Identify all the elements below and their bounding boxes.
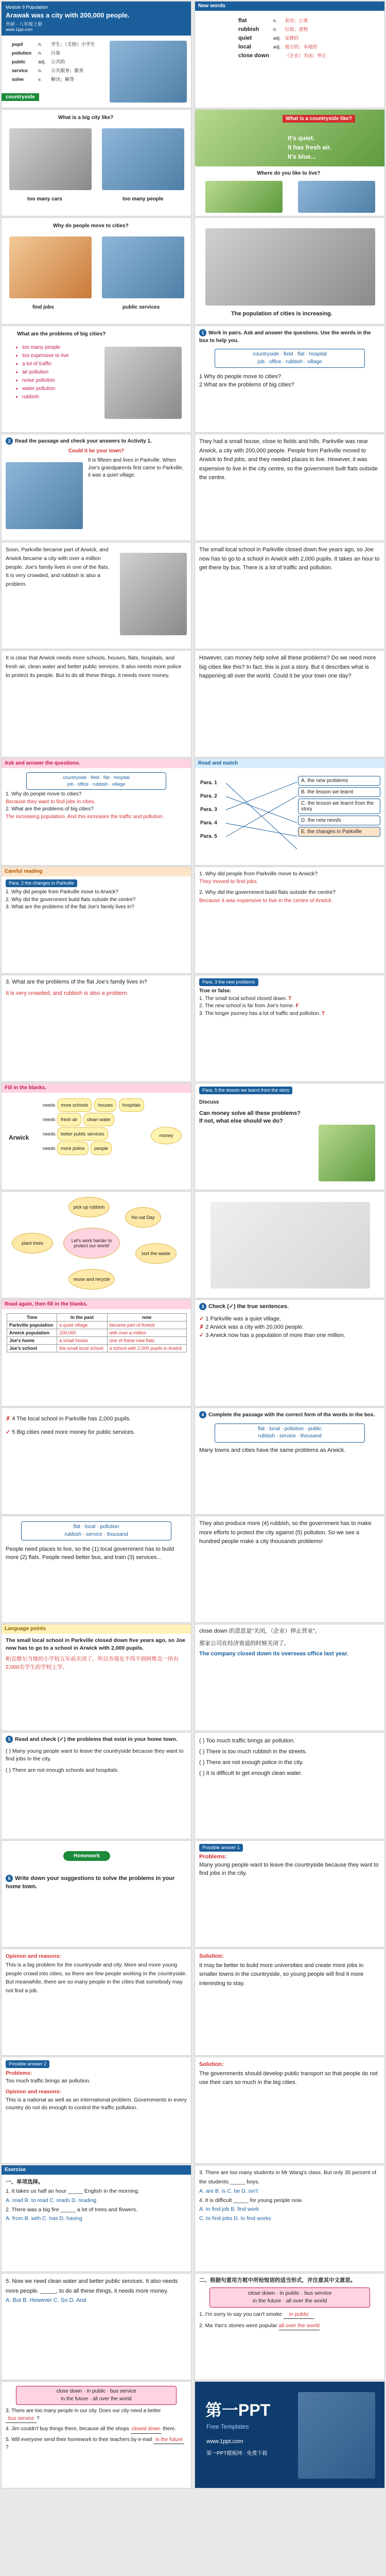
instruction: Read and check (✓) the problems that exist in your home town. [15, 1736, 178, 1742]
site-url: www.1ppt.com [6, 27, 33, 32]
brand-cn: 第一PPT模板网 · 免费下载 [206, 2451, 268, 2456]
slide-big-city[interactable] [1, 109, 191, 216]
lesson-title: Arawak was a city with 200,000 people. [6, 11, 130, 19]
answer-text: Too much traffic brings air pollution. [6, 2078, 91, 2084]
question: What is a countryside like? [283, 115, 355, 123]
slide-new-words[interactable] [195, 1, 385, 108]
slide-check-true-2[interactable]: ✗ 4 The local school in Parkville has 2,000 pupils. ✓ 5 Big cities need more money for public services. [1, 1408, 191, 1515]
answer-2: It has fresh air. [288, 144, 331, 151]
activity-number: 1 [199, 329, 206, 336]
question-1: Why do people move to cities? [11, 791, 82, 798]
question: What are the problems of big cities? [17, 331, 106, 337]
idea-reuse: reuse and recycle [68, 1269, 115, 1290]
question-2: Why did the government build flats outside the centre? [205, 889, 336, 896]
slide-flat-problems[interactable]: 3. What are the problems of the flat Joe's family lives in? It is very crowded, and rubbish is also a problem. [1, 975, 191, 1082]
word-box: close down · in public · bus service in the future · all over the world [209, 2287, 370, 2307]
answer-1: Because they want to find jobs in cities. [6, 799, 96, 805]
slide-close-down[interactable] [195, 1624, 385, 1731]
instruction: Check (✓) the true sentences. [208, 1303, 289, 1310]
slide-table[interactable] [1, 1299, 191, 1406]
slide-heading: Fill in the blanks. [2, 1083, 191, 1093]
slide-answer-2[interactable] [1, 2057, 191, 2164]
answer-tag: Possible answer 2 [6, 2060, 49, 2068]
para-2[interactable]: Para. 2 [200, 793, 217, 799]
slide-move-cities[interactable] [1, 217, 191, 325]
slide-reading-3[interactable] [1, 542, 191, 649]
slide-complete-passage[interactable]: 4 Complete the passage with the correct form of the words in the box. flat · local · pollution · public rubbish · service · thousand Many towns and cities have the same problems as Arwick. [195, 1408, 385, 1515]
caption-people: too many people [122, 196, 164, 202]
brand-logo: 第一PPT [205, 2401, 271, 2419]
brand-slogan: Free Templates [206, 2423, 249, 2430]
slide-reading-2[interactable] [195, 434, 385, 541]
city-label: Arwick [9, 1134, 29, 1141]
problem-list: • too many people • too expensive to live • a lot of traffic • air pollution • noise pollution • water pollution • rubbish [22, 344, 69, 401]
vocab-table: pupil n. 学生；（尤指）小学生 pollution n. 污染 public adj. 公共的 service n. 公共服务；服务 solve v. 解决；解答 [12, 41, 95, 82]
slide-heading: Read again, then fill in the blanks. [2, 1300, 191, 1309]
question-3: What are the problems of the flat Joe's family lives in? [11, 904, 134, 910]
slide-reading-4[interactable] [195, 542, 385, 649]
question-1: Why did people from Parkville move to Arwick? [11, 889, 118, 895]
section-tag: Para. 2 the changes in Parkville [6, 879, 77, 887]
slide-exercise-2[interactable]: 3. There are too many students in Mr Wang's class. But only 35 percent of the students _____ boys. A. are B. is C. be D. isn't 4. It is difficult _____ for young people now. A. to find job B. find work C. to find jobs D. to find works [195, 2165, 385, 2272]
para-1[interactable]: Para. 1 [200, 780, 217, 786]
slide-careful-reading[interactable]: Careful reading Para. 2 the changes in Parkville 1. Why did people from Parkville move to Arwick? 2. Why did the government build flats outside the centre? 3. What are the problems of the flat Joe's family lives in? [1, 867, 191, 974]
slide-heading: New words [195, 2, 384, 11]
caption-cars: too many cars [27, 196, 62, 202]
idea-rubbish: pick up rubbish [68, 1197, 110, 1217]
passage-text: They also produce more (4) rubbish, so the government has to make more efforts to protect the city against (5) pollution. So we see a hundred people make a city thousands problems! [199, 1520, 372, 1545]
tf-answer-3: T [322, 1010, 325, 1016]
slide-home-town-2[interactable]: ( ) Too much traffic brings air pollution. ( ) There is too much rubbish in the streets. ( ) There are not enough police in the city. ( ) It is difficult to get enough clean water. [195, 1732, 385, 1839]
answer-2: Because it was expensive to live in the centre of Arwick. [199, 897, 333, 904]
pollution-photo [104, 347, 182, 419]
module-label: Module 9 Population [6, 5, 48, 10]
passage-text: People need places to live, so the (1) local government has to build more (2) flats. People need better bus, and train (3) services... [6, 1546, 174, 1561]
para-5[interactable]: Para. 5 [200, 834, 217, 839]
question: What is a big city like? [58, 115, 114, 121]
slide-language-points[interactable] [1, 1624, 191, 1731]
idea-sort: sort the waste [135, 1243, 177, 1264]
option-a[interactable]: A. the new problems [298, 776, 380, 786]
answer-2: The increasing population. And this increases the traffic and pollution. [6, 814, 164, 820]
idea-center: Let's work harder to protect our world! [63, 1228, 120, 1259]
word-box: countryside · field · flat · hospital job · office · rubbish · village [26, 772, 166, 790]
instruction: True or false. [199, 988, 232, 994]
section-label: Solution: [199, 2061, 224, 2067]
city-photo [110, 41, 187, 103]
slide-lesson[interactable] [195, 1083, 385, 1190]
question: Why do people move to cities? [53, 223, 129, 229]
answer-1: They moved to find jobs. [199, 878, 258, 885]
section-label-2: Opinion and reasons: [6, 2089, 61, 2095]
question-1: Can money solve all these problems? [199, 1110, 301, 1116]
answer-text: The governments should develop public transport so that people do not use their cars so much in the big cities. [199, 2070, 378, 2086]
crowd-photo [102, 128, 184, 190]
slide-title[interactable] [1, 1, 191, 108]
section-tag: Para. 3 the new problems [199, 978, 258, 986]
slide-exercise-4[interactable]: 二、根据句意用方框中所给短语的适当形式，并注意其中文意思。 close down · in public · bus service in the future · all over the world 1. I'm sorry to say you can't smoke in public 2. Ma Yan's stories were popular all over the world [195, 2273, 385, 2380]
homework-banner: Homework [63, 1851, 110, 1861]
slide-solution-1[interactable] [195, 1948, 385, 2056]
slide-home-town[interactable]: 5 Read and check (✓) the problems that exist in your home town. ( ) Many young people want to leave the countryside because they want to find jobs in the city. ( ) There are not enough schools and hospitals. [1, 1732, 191, 1839]
slide-exercise-1[interactable]: Exercise 一、单项选择。 1. It takes us half an hour _____ English in the morning. A. read B. to read C. reads D. reading 2. There was a big fire _____ a lot of trees and flowers. A. from B. with C. has D. having [1, 2165, 191, 2272]
para-3[interactable]: Para. 3 [200, 807, 217, 812]
flats-photo [120, 553, 187, 635]
word-box: countryside · field · flat · hospital job · office · rubbish · village [215, 349, 365, 368]
question-2: What are the problems of big cities? [204, 381, 294, 388]
question-1: Why did people from Parkville move to Arwick? [205, 871, 318, 877]
passage-title: Could it be your town? [68, 448, 125, 454]
slide-fill-blanks-needs[interactable]: Fill in the blanks. Arwick needs more schools houses hospitals needs fresh air clean water needs better public services needs more police people money [1, 1083, 191, 1190]
section-label: Problems: [6, 2070, 32, 2077]
brand-site[interactable]: www.1ppt.com [206, 2438, 243, 2445]
example-cn: 那家公司在经济衰退的时候关闭了。 [199, 1640, 290, 1647]
slide-passage-2[interactable] [195, 1516, 385, 1623]
answer-3: It is very crowded, and rubbish is also a problem. [6, 990, 129, 996]
tf-answer-1: T [288, 995, 292, 1002]
city-photo [298, 181, 375, 213]
slide-exercise-3[interactable]: 5. Now we need clean water and better public services. It also needs more people. _____, to do all these things, it needs more money. A. But B. However C. So D. And [1, 2273, 191, 2380]
word-box: flat · local · pollution · public rubbish · service · thousand [215, 1423, 365, 1443]
slide-reading-6[interactable] [195, 650, 385, 757]
passage-text: However, can money help solve all these problems? Do we need more big cities like this? In fact, this is just a story. But it describes what is happening all over the world. Could it be your town one day? [199, 655, 376, 680]
slide-brand[interactable] [195, 2381, 385, 2488]
passage-text: Many towns and cities have the same problems as Arwick. [199, 1447, 346, 1453]
word-box: close down · in public · bus service in the future · all over the world [16, 2386, 177, 2405]
slide-heading: Careful reading [2, 867, 191, 876]
passage-text: It is clear that Arwick needs more schools, houses, flats, hospitals, and fresh air, clean water and better public services. It also needs more police to protect its people. But to do all these things, it needs more money. [6, 655, 182, 679]
passage-text: It is fifteen and lives in Parkville. When Joe's grandparents first came to Parkville, it was a quiet village. [88, 457, 184, 478]
traffic-photo [9, 128, 92, 190]
answer-3: It's blue... [288, 153, 316, 160]
earth-photo [319, 1125, 375, 1181]
word-box: flat · local · pollution rubbish · service · thousand [21, 1521, 171, 1540]
slide-activity-1[interactable]: 1 Work in pairs. Ask and answer the questions. Use the words in the box to help you. countryside · field · flat · hospital job · office · rubbish · village 1 Why do people move to cities? 2 What are the problems of big cities? [195, 326, 385, 433]
section-label: Problems: [199, 1854, 227, 1860]
caption-services: public services [122, 304, 160, 310]
slide-reading-5[interactable] [1, 650, 191, 757]
background-photo [210, 1202, 370, 1289]
question-1: Why do people move to cities? [204, 374, 281, 380]
question-2: If not, what else should we do? [199, 1118, 283, 1125]
question-2: Where do you like to live? [257, 171, 321, 176]
example-en: The company closed down its overseas office last year. [199, 1650, 348, 1657]
slide-heading: Language points [2, 1624, 191, 1634]
slide-homework[interactable]: Homework 6 Write down your suggestions to solve the problems in your home town. [1, 1840, 191, 1947]
slide-population[interactable] [195, 217, 385, 325]
village-photo [205, 181, 283, 213]
idea-trees: plant trees [12, 1233, 53, 1253]
passage-text: They had a small house, close to fields and hills. Parkville was near Arwick, a city with 200,000 people. People from Parkville moved to Arwick to find jobs, and they needed places to live. However, it was expensive to live in the city centre, so the government built flats outside the centre. [199, 438, 378, 481]
passage-text: Soon, Parkville became part of Arwick, and Arwick became a city with over a million people. Joe's family lives in one of the flats. It is very crowded, and rubbish is also a problem. [6, 547, 110, 588]
answer-text: Many young people want to leave the countryside because they want to find jobs in the city. [199, 1861, 379, 1876]
answer-tag: Possible answer 1 [199, 1844, 243, 1852]
slide-opinion-1[interactable] [1, 1948, 191, 2056]
slide-check-true[interactable]: 3 Check (✓) the true sentences. ✓ 1 Parkville was a quiet village. ✗ 2 Arwick was a city with 20,000 people. ✓ 3 Arwick now has a population of more than one million. [195, 1299, 385, 1406]
instruction: Read the passage and check your answers to Activity 1. [15, 438, 152, 444]
option-c[interactable]: C. the lesson we learnt from the story [298, 799, 380, 814]
countryside-band: countryside [2, 93, 39, 101]
crowd-photo [205, 228, 375, 306]
slide-match[interactable] [195, 758, 385, 866]
answer-text: It may be better to build more universities and create more jobs in smaller towns in the countryside, so young people will find it more interesting to stay. [199, 1962, 364, 1987]
para-4[interactable]: Para. 4 [200, 820, 217, 826]
slide-new-problems[interactable]: Para. 3 the new problems True or false. 1. The small local school closed down. T 2. The new school is far from Joe's home. F 3. The longer journey has a lot of traffic and pollution. T [195, 975, 385, 1082]
vocab-table: flat n. 套房；公寓 rubbish n. 垃圾；废物 quiet adj. 安静的 local adj. 地方的；本地的 close down （企业）关闭；停止 [238, 17, 327, 59]
slide-countryside[interactable] [195, 109, 385, 216]
option-d[interactable]: D. the new needs [298, 816, 380, 825]
passage-text: The small local school in Parkville closed down five years ago, so Joe now has to go to a school in Arwick with 2,000 pupils. It takes an hour to get there by bus. There is a lot of traffic and pollution. [199, 547, 380, 571]
services-photo [102, 236, 184, 298]
jobs-photo [9, 236, 92, 298]
caption-jobs: find jobs [32, 304, 54, 310]
instruction: Write down your suggestions to solve the problems in your home town. [6, 1875, 175, 1890]
option-e[interactable]: E. the changes in Parkville [298, 827, 380, 837]
translation: 帕克维尔当地的小学校五年前关闭了，所以乔现在不得不到阿维克一所有2,000名学生的学校上学。 [6, 1656, 179, 1670]
explanation: close down 的意思是“关闭，（企业）停止营业”。 [199, 1628, 321, 1634]
slide-careful-answers[interactable]: 1. Why did people from Parkville move to Arwick? They moved to find jobs. 2. Why did the government build flats outside the centre? Because it was expensive to live in the centre of Arwick. [195, 867, 385, 974]
instruction: Work in pairs. Ask and answer the questions. Use the words in the box to help you. [199, 330, 371, 344]
slide-ideas[interactable] [1, 1191, 191, 1298]
slide-passage-1[interactable] [1, 1516, 191, 1623]
section-label: Solution: [199, 1953, 224, 1959]
option-b[interactable]: B. the lesson we learnt [298, 787, 380, 797]
instruction: 二、根据句意用方框中所给短语的适当形式，并注意其中文意思。 [199, 2277, 356, 2283]
slide-heading: Ask and answer the questions. [2, 759, 191, 768]
slide-reading-1[interactable]: 2 Read the passage and check your answers to Activity 1. Could it be your town? It is fifteen and lives in Parkville. When Joe's grandparents first came to Parkville, it was a quiet village. [1, 434, 191, 541]
instruction: Complete the passage with the correct form of the words in the box. [208, 1412, 375, 1418]
example-sentence: The small local school in Parkville closed down five years ago, so Joe now has to go to a school in Arwick with 2,000 pupils. [6, 1637, 185, 1652]
slide-problems[interactable] [1, 326, 191, 433]
money-bubble: money [151, 1127, 182, 1144]
publisher: 外研 · 八年级上册 [6, 22, 42, 27]
tf-answer-2: F [295, 1003, 299, 1009]
slide-solution-2[interactable] [195, 2057, 385, 2164]
slide-heading: Exercise [2, 2165, 191, 2175]
section-tag: Para. 5 the lesson we learnt from the story [199, 1087, 292, 1094]
population-note: The population of cities is increasing. [231, 311, 332, 317]
section-label: Opinion and reasons: [6, 1953, 61, 1959]
slide-heading: Read and match [195, 759, 384, 768]
question-3: What are the problems of the flat Joe's family lives in? [12, 979, 147, 985]
slide-ask-answer[interactable]: Ask and answer the questions. countryside · field · flat · hospital job · office · rubbish · village 1. Why do people move to cities? Because they want to find jobs in cities. 2. What are the problems of big cities? The increasing population. And this increases the traffic and pollution. [1, 758, 191, 866]
slide-answer-1[interactable] [195, 1840, 385, 1947]
brand-graphic [298, 2392, 375, 2479]
answer-text-2: This is a national as well as an international problem. Governments in every country do not do enough to control the traffic pollution. [6, 2096, 187, 2111]
question-2: What are the problems of big cities? [11, 806, 94, 812]
slide-exercise-5[interactable]: close down · in public · bus service in the future · all over the world 3. There are too many people in our city. Does our city need a better bus service ? 4. Jim couldn't buy things there, because all the shops closed down there. 5. Will everyone send their homework to their teachers by e-mail in the future? [1, 2381, 191, 2488]
idea-no-car: No-cat Day [125, 1207, 161, 1228]
match-lines [195, 759, 385, 866]
compare-table: Time In the past now Parkville population a quiet village became part of Arwick Arwick population 200,000 with over a million Joe's home a small house one of these new flats Joe's school the small local school a school with 2,000 pupils in Arwick [7, 1313, 187, 1352]
discuss-label: Discuss [199, 1099, 219, 1106]
question-2: Why did the government build flats outside the centre? [11, 896, 136, 903]
answer-text: This is a big problem for the countryside and city. More and more young people crowd into cities, so there are few people working in the countryside. But meanwhile, there are so many people in the cities that somebody may not find a job. [6, 1961, 187, 1994]
joe-photo [6, 462, 83, 529]
answer-1: It's quiet. [288, 134, 315, 142]
slide-blank-right [195, 1191, 385, 1298]
